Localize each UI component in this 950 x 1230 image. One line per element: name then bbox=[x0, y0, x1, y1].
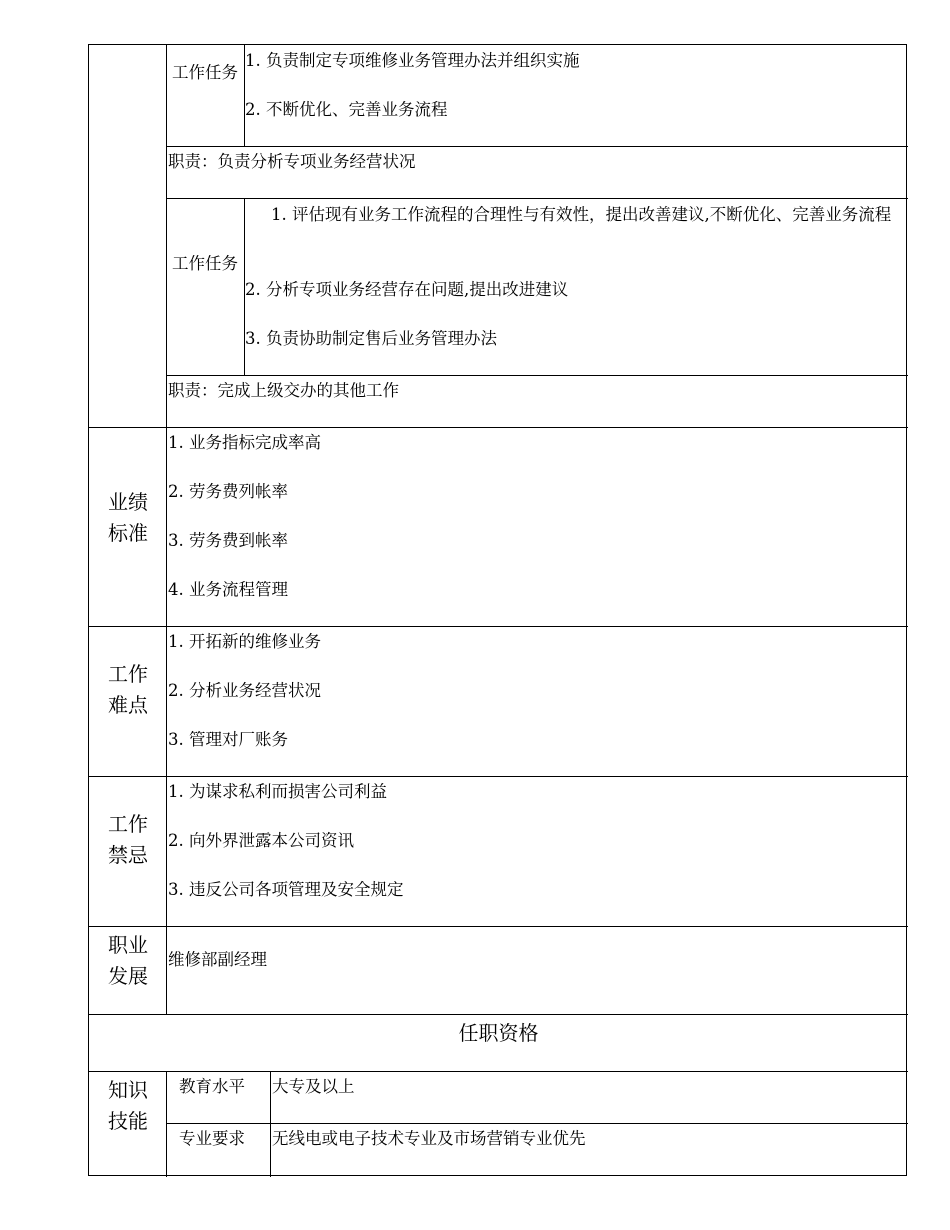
task-item: 2. 不断优化、完善业务流程 bbox=[245, 100, 448, 119]
duty-text: 职责：负责分析专项业务经营状况 bbox=[168, 152, 416, 171]
qualification-row-value: 无线电或电子技术专业及市场营销专业优先 bbox=[272, 1129, 586, 1148]
divider bbox=[89, 626, 908, 627]
task-item: 3. 负责协助制定售后业务管理办法 bbox=[245, 329, 497, 348]
list-item: 2. 分析业务经营状况 bbox=[168, 681, 321, 700]
section-label-prohibitions: 工作禁忌 bbox=[108, 812, 148, 867]
divider bbox=[89, 1014, 908, 1015]
divider bbox=[167, 198, 908, 199]
divider bbox=[89, 926, 908, 927]
list-item: 3. 管理对厂账务 bbox=[168, 730, 288, 749]
duty-text: 职责：完成上级交办的其他工作 bbox=[168, 381, 399, 400]
divider bbox=[167, 146, 908, 147]
divider bbox=[166, 1071, 167, 1177]
divider bbox=[89, 427, 908, 428]
divider bbox=[167, 1123, 908, 1124]
qualification-row-value: 大专及以上 bbox=[272, 1077, 355, 1096]
list-item: 3. 劳务费到帐率 bbox=[168, 531, 288, 550]
task-label: 工作任务 bbox=[172, 63, 238, 82]
divider bbox=[167, 375, 908, 376]
task-item: 1. 负责制定专项维修业务管理办法并组织实施 bbox=[245, 51, 580, 70]
section-label-difficulties: 工作难点 bbox=[108, 662, 148, 717]
section-label-performance: 业绩标准 bbox=[108, 490, 148, 545]
divider bbox=[89, 1071, 908, 1072]
qualification-title: 任职资格 bbox=[458, 1021, 539, 1045]
job-description-table bbox=[88, 44, 907, 1176]
section-label-career: 职业发展 bbox=[108, 933, 148, 988]
list-item: 1. 开拓新的维修业务 bbox=[168, 632, 321, 651]
task-label: 工作任务 bbox=[172, 254, 238, 273]
section-label-knowledge: 知识技能 bbox=[108, 1078, 148, 1133]
list-item: 1. 业务指标完成率高 bbox=[168, 433, 321, 452]
qualification-row-label: 教育水平 bbox=[179, 1077, 245, 1096]
list-item: 4. 业务流程管理 bbox=[168, 580, 288, 599]
divider bbox=[89, 776, 908, 777]
task-item: 1. 评估现有业务工作流程的合理性与有效性，提出改善建议,不断优化、完善业务流程 bbox=[271, 205, 892, 224]
list-item: 2. 劳务费列帐率 bbox=[168, 482, 288, 501]
list-item: 3. 违反公司各项管理及安全规定 bbox=[168, 880, 404, 899]
task-item: 2. 分析专项业务经营存在问题,提出改进建议 bbox=[245, 280, 569, 299]
list-item: 2. 向外界泄露本公司资讯 bbox=[168, 831, 354, 850]
qualification-row-label: 专业要求 bbox=[179, 1129, 245, 1148]
career-value: 维修部副经理 bbox=[168, 950, 267, 969]
list-item: 1. 为谋求私利而损害公司利益 bbox=[168, 782, 387, 801]
